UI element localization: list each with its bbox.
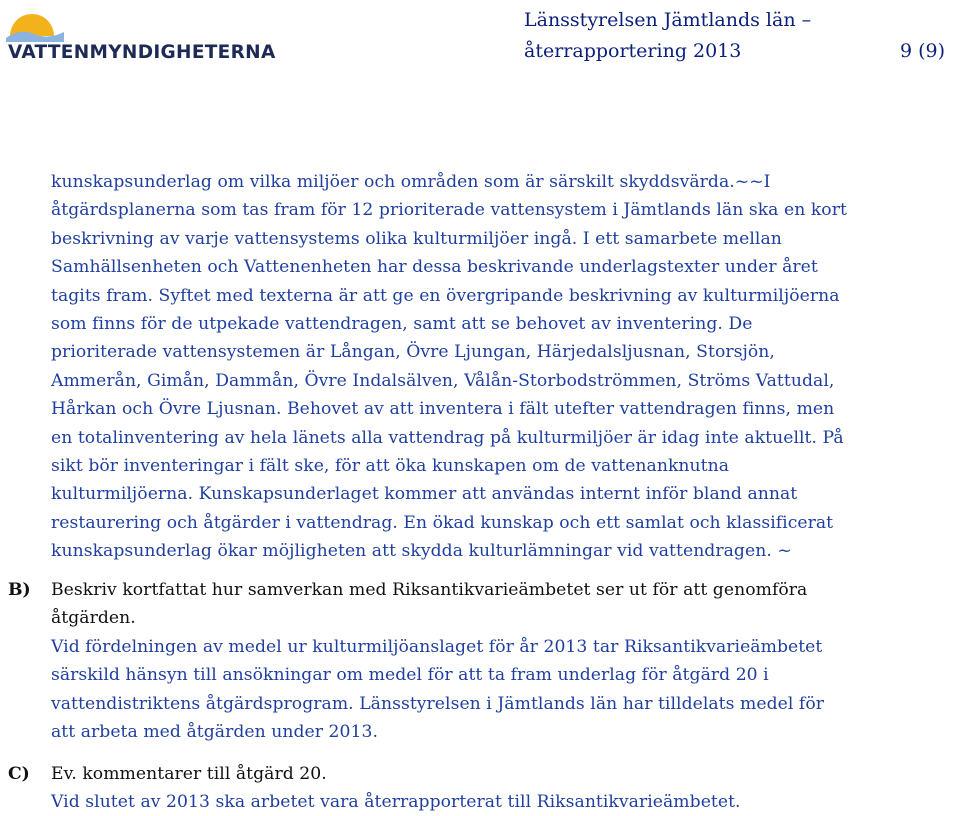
answer-line: särskild hänsyn till ansökningar om medel för att ta fram underlag för åtgärd 20 i <box>51 665 769 686</box>
text-line: Hårkan och Övre Ljusnan. Behovet av att inventera i fält utefter vattendragen finns, men <box>51 399 835 420</box>
logo-wave-icon <box>6 6 66 42</box>
answer-line: Vid fördelningen av medel ur kulturmiljöanslaget för år 2013 tar Riksantikvarieämbetet <box>51 637 823 657</box>
section-c-question <box>51 760 956 788</box>
text-line: restaurering och åtgärder i vattendrag. En ökad kunskap och ett samlat och klassificerat <box>51 512 834 533</box>
text-line: Samhällsenheten och Vattenenheten har dessa beskrivande underlagstexter under året <box>51 257 818 278</box>
question-line: Beskriv kortfattat hur samverkan med Riksantikvarieämbetet ser ut för att genomföra <box>51 580 808 600</box>
answer-line: vattendistriktens åtgärdsprogram. Länsstyrelsen i Jämtlands län har tilldelats medel för <box>51 693 825 714</box>
page-number: 9 (9) <box>900 40 946 62</box>
intro-paragraph <box>51 168 956 566</box>
text-line: kulturmiljöerna. Kunskapsunderlaget kommer att användas internt inför bland annat <box>51 484 798 505</box>
question-line: åtgärden. <box>51 608 136 629</box>
section-b-question <box>51 576 956 633</box>
text-line: kunskapsunderlag om vilka miljöer och områden som är särskilt skyddsvärda.~~I <box>51 172 771 192</box>
logo-text: VATTENMYNDIGHETERNA <box>8 42 276 63</box>
section-c-label: C) <box>8 764 30 784</box>
text-line: Ammerån, Gimån, Dammån, Övre Indalsälven, Vålån-Storbodströmmen, Ströms Vattudal, <box>51 370 835 391</box>
section-c-answer <box>51 788 956 816</box>
text-line: prioriterade vattensystemen är Långan, Övre Ljungan, Härjedalsljusnan, Storsjön, <box>51 342 775 363</box>
text-line: tagits fram. Syftet med texterna är att ge en övergripande beskrivning av kulturmiljöerna <box>51 285 840 306</box>
header-title <box>524 5 811 67</box>
text-line: beskrivning av varje vattensystems olika kulturmiljöer ingå. I ett samarbete mellan <box>51 228 782 249</box>
answer-line: Vid slutet av 2013 ska arbetet vara återrapporterat till Riksantikvarieämbetet. <box>51 792 741 812</box>
header-title-line-1: Länsstyrelsen Jämtlands län – <box>524 9 812 31</box>
vattenmyndigheterna-logo <box>6 6 336 66</box>
page-header <box>0 0 960 70</box>
section-b-answer <box>51 633 956 747</box>
answer-line: att arbeta med åtgärden under 2013. <box>51 722 378 743</box>
text-line: en totalinventering av hela länets alla vattendrag på kulturmiljöer är idag inte aktuellt. På <box>51 427 844 448</box>
text-line: som finns för de utpekade vattendragen, samt att se behovet av inventering. De <box>51 314 753 335</box>
text-line: åtgärdsplanerna som tas fram för 12 prioriterade vattensystem i Jämtlands län ska en kort <box>51 200 847 221</box>
section-b-label: B) <box>8 580 31 600</box>
text-line: kunskapsunderlag ökar möjligheten att skydda kulturlämningar vid vattendragen. ~ <box>51 541 792 562</box>
text-line: sikt bör inventeringar i fält ske, för att öka kunskapen om de vattenanknutna <box>51 456 730 477</box>
question-line: Ev. kommentarer till åtgärd 20. <box>51 764 327 784</box>
header-title-line-2: återrapportering 2013 <box>524 40 742 62</box>
